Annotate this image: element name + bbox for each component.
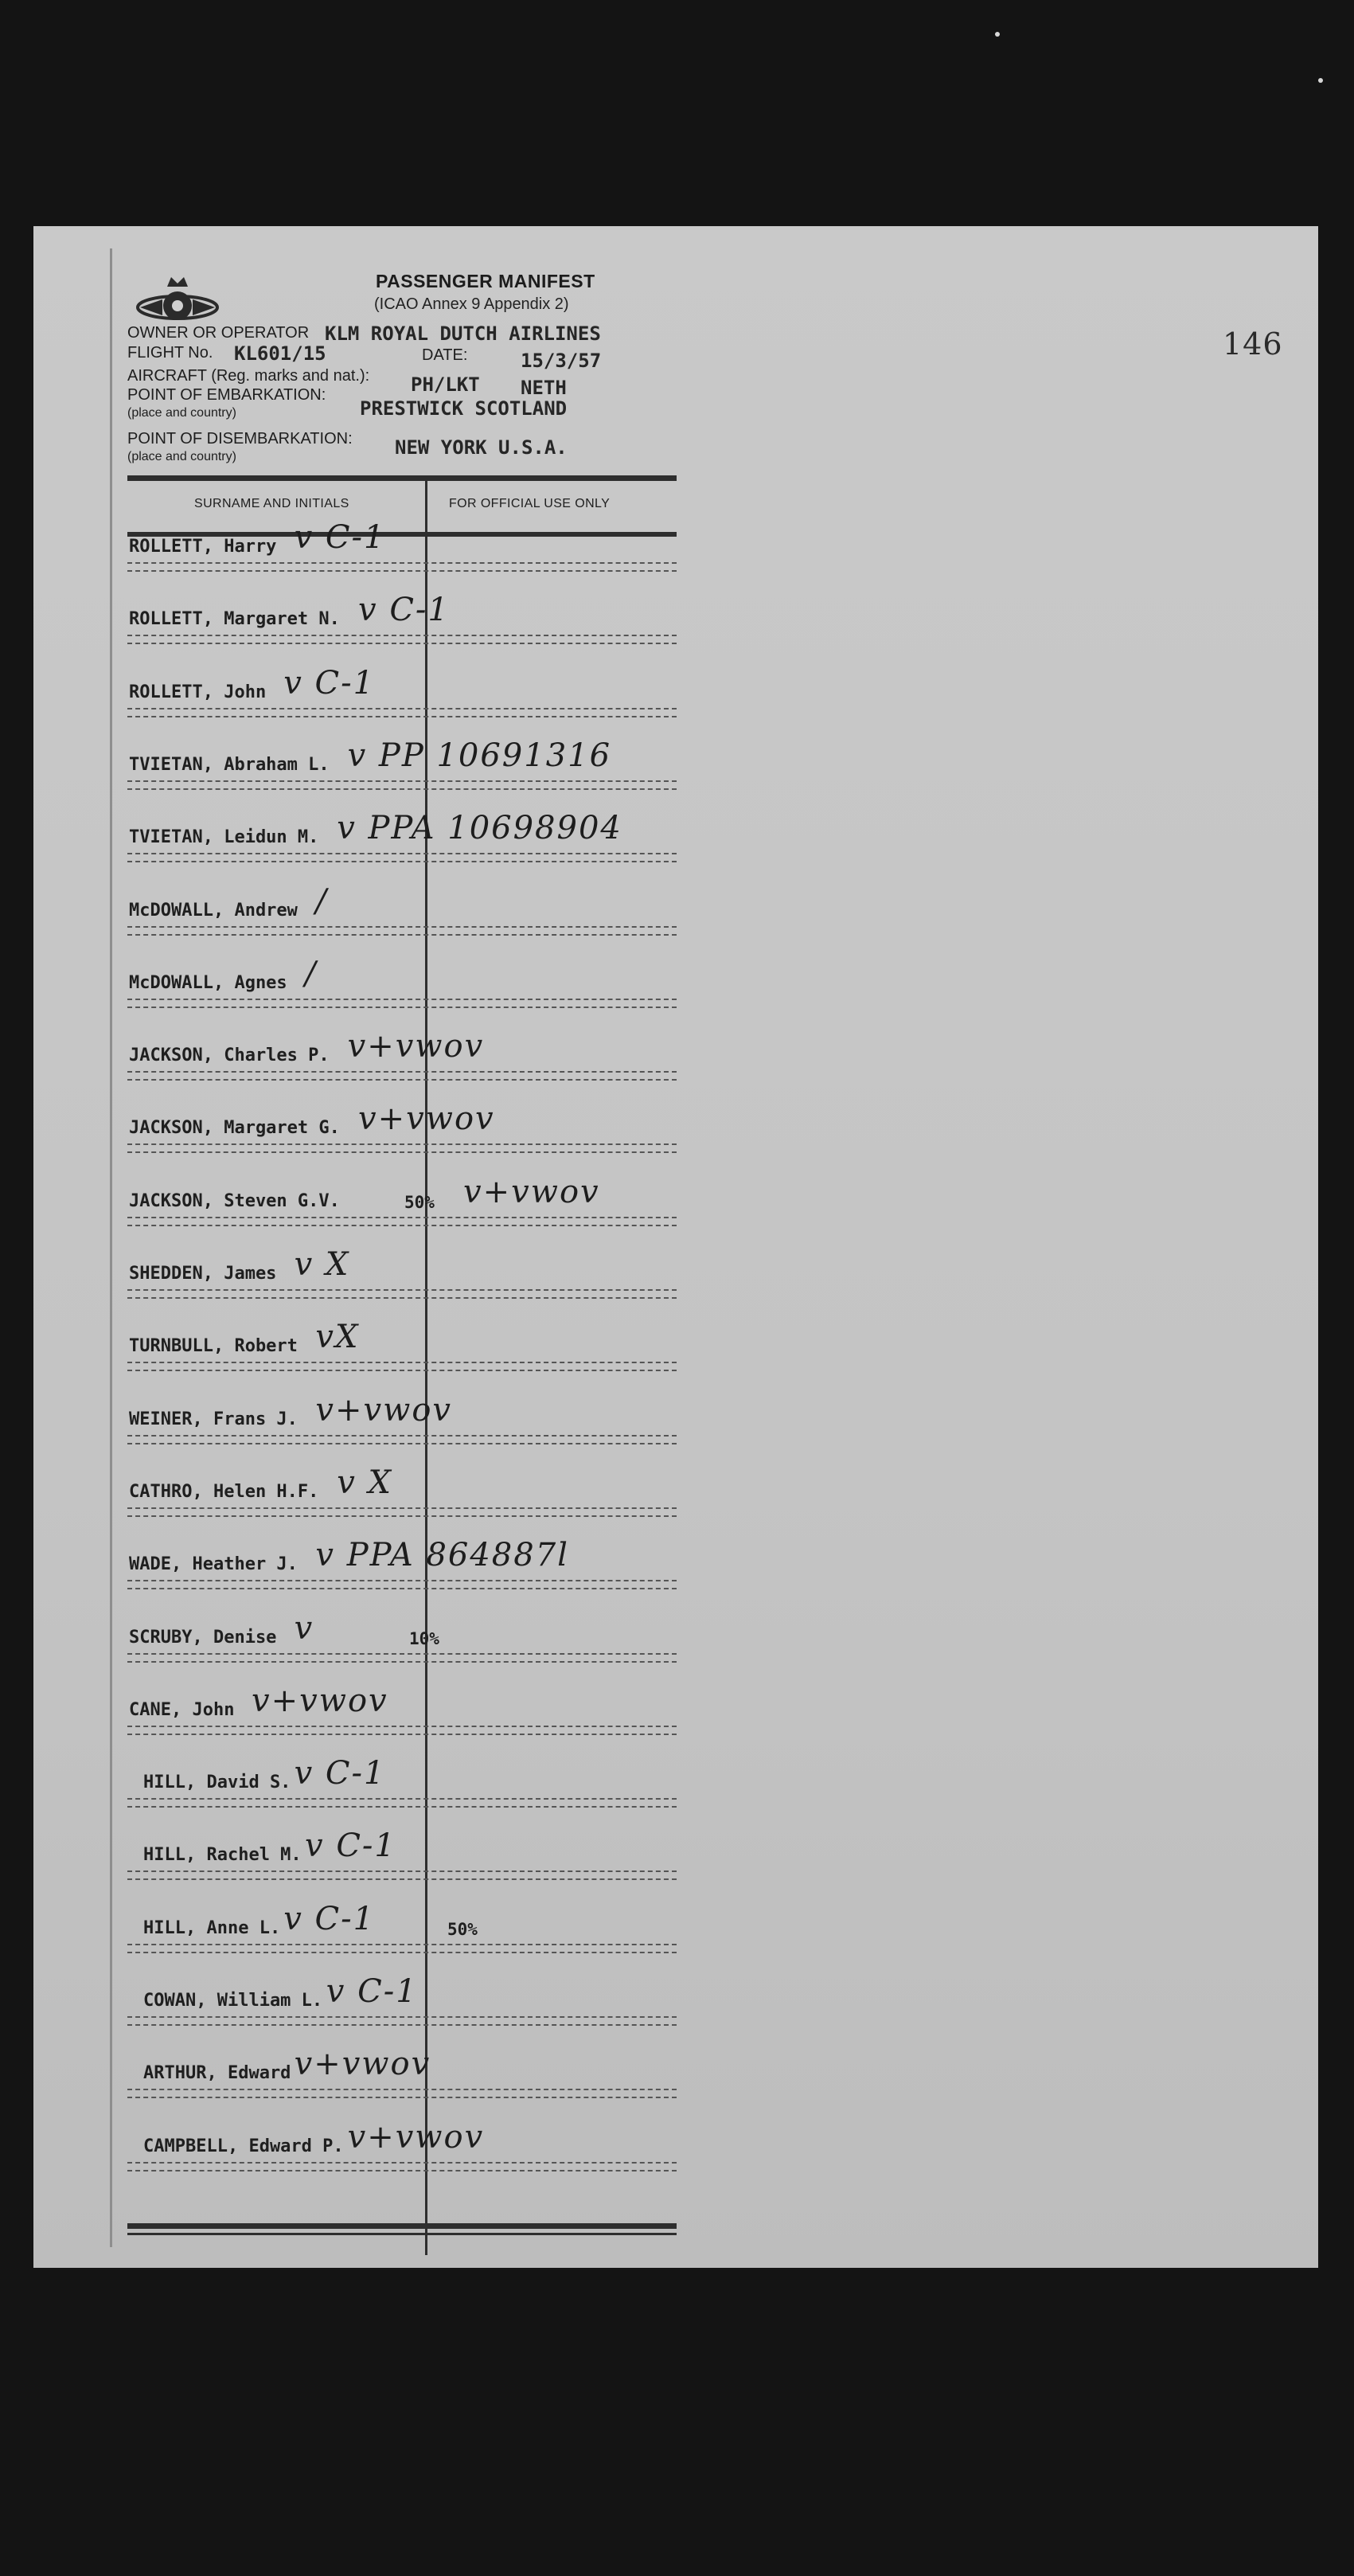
- passenger-name: SCRUBY, Denise: [129, 1627, 277, 1648]
- row-dotted-rule: [127, 1079, 677, 1081]
- embarkation-value: PRESTWICK SCOTLAND: [360, 397, 568, 420]
- row-dotted-rule: [127, 1217, 677, 1218]
- official-annotation: v PP 10691316: [347, 737, 612, 774]
- owner-label: OWNER OR OPERATOR: [127, 324, 310, 342]
- form-subtitle: (ICAO Annex 9 Appendix 2): [374, 295, 569, 313]
- passenger-name: JACKSON, Charles P.: [129, 1046, 330, 1066]
- official-annotation: v: [294, 1609, 314, 1647]
- disembarkation-value: NEW YORK U.S.A.: [395, 436, 568, 459]
- row-dotted-rule: [127, 861, 677, 862]
- bottom-rule: [127, 2223, 677, 2229]
- row-dotted-rule: [127, 2016, 677, 2018]
- row-dotted-rule: [127, 934, 677, 936]
- passenger-name: HILL, David S.: [143, 1773, 291, 1793]
- row-dotted-rule: [127, 1443, 677, 1444]
- row-dotted-rule: [127, 780, 677, 782]
- row-dotted-rule: [127, 1870, 677, 1872]
- bottom-rule-thin: [127, 2233, 677, 2235]
- disembarkation-sublabel: (place and country): [127, 450, 236, 463]
- official-annotation: v PPA 10698904: [337, 810, 622, 847]
- header-rule: [127, 475, 677, 481]
- row-dotted-rule: [127, 2170, 677, 2171]
- passenger-name: HILL, Rachel M.: [143, 1845, 302, 1866]
- passenger-name: HILL, Anne L.: [143, 1917, 281, 1938]
- row-dotted-rule: [127, 1225, 677, 1226]
- official-annotation: v+vwov: [315, 1391, 453, 1429]
- passenger-name: TVIETAN, Abraham L.: [129, 754, 330, 775]
- row-dotted-rule: [127, 1071, 677, 1073]
- aircraft-nat-value: NETH: [521, 377, 567, 399]
- row-dotted-rule: [127, 1580, 677, 1581]
- passenger-name: CAMPBELL, Edward P.: [143, 2136, 344, 2156]
- row-dotted-rule: [127, 1151, 677, 1153]
- passenger-name: ARTHUR, Edward: [143, 2063, 291, 2084]
- speck: [995, 32, 1000, 37]
- passenger-name: McDOWALL, Andrew: [129, 900, 298, 921]
- passenger-name: TURNBULL, Robert: [129, 1336, 298, 1357]
- official-annotation: v+vwov: [358, 1100, 495, 1138]
- official-annotation: v PPA 864887l: [315, 1537, 569, 1574]
- row-dotted-rule: [127, 570, 677, 572]
- official-annotation: v+vwov: [252, 1682, 388, 1719]
- row-dotted-rule: [127, 1944, 677, 1945]
- passenger-name: SHEDDEN, James: [129, 1264, 277, 1284]
- row-dotted-rule: [127, 1661, 677, 1663]
- row-dotted-rule: [127, 999, 677, 1000]
- aircraft-label: AIRCRAFT (Reg. marks and nat.):: [127, 367, 370, 385]
- passenger-name: JACKSON, Margaret G.: [129, 1118, 340, 1139]
- fare-percentage: 50%: [447, 1919, 478, 1939]
- owner-value: KLM ROYAL DUTCH AIRLINES: [325, 322, 601, 345]
- row-dotted-rule: [127, 716, 677, 717]
- passenger-name: ROLLETT, John: [129, 682, 267, 702]
- manifest-page: [33, 226, 1318, 2268]
- row-dotted-rule: [127, 1515, 677, 1517]
- row-dotted-rule: [127, 1734, 677, 1735]
- passenger-name: WEINER, Frans J.: [129, 1409, 298, 1429]
- row-dotted-rule: [127, 1007, 677, 1008]
- disembarkation-label: POINT OF DISEMBARKATION:: [127, 430, 353, 448]
- fare-percentage: 50%: [404, 1192, 435, 1212]
- aircraft-value: PH/LKT: [411, 373, 480, 396]
- official-annotation: v X: [294, 1246, 350, 1283]
- official-annotation: v X: [337, 1464, 392, 1501]
- row-dotted-rule: [127, 1289, 677, 1291]
- row-dotted-rule: [127, 708, 677, 709]
- official-annotation: v C-1: [294, 519, 386, 556]
- passenger-name: COWAN, William L.: [143, 1991, 323, 2011]
- row-dotted-rule: [127, 926, 677, 928]
- surname-column-header: SURNAME AND INITIALS: [194, 497, 349, 510]
- official-annotation: v+vwov: [347, 1028, 485, 1065]
- official-annotation: v C-1: [283, 664, 376, 702]
- row-dotted-rule: [127, 2089, 677, 2090]
- row-dotted-rule: [127, 788, 677, 790]
- row-dotted-rule: [127, 1798, 677, 1800]
- row-dotted-rule: [127, 1370, 677, 1371]
- official-annotation: v C-1: [358, 592, 450, 629]
- embarkation-label: POINT OF EMBARKATION:: [127, 386, 326, 404]
- flight-value: KL601/15: [234, 342, 326, 365]
- date-label: DATE:: [422, 346, 468, 364]
- row-dotted-rule: [127, 2162, 677, 2164]
- passenger-name: TVIETAN, Leidun M.: [129, 827, 319, 848]
- official-annotation: /: [305, 955, 318, 992]
- date-value: 15/3/57: [521, 350, 602, 372]
- passenger-name: WADE, Heather J.: [129, 1554, 298, 1575]
- speck: [1318, 78, 1323, 83]
- official-annotation: v+vwov: [347, 2118, 485, 2156]
- embarkation-sublabel: (place and country): [127, 406, 236, 420]
- row-dotted-rule: [127, 635, 677, 636]
- row-dotted-rule: [127, 1143, 677, 1145]
- row-dotted-rule: [127, 1878, 677, 1880]
- row-dotted-rule: [127, 1952, 677, 1953]
- passenger-name: McDOWALL, Agnes: [129, 972, 287, 993]
- official-annotation: v+vwov: [294, 2046, 431, 2083]
- official-column-header: FOR OFFICIAL USE ONLY: [449, 497, 611, 510]
- row-dotted-rule: [127, 1362, 677, 1363]
- page-number: 146: [1223, 326, 1283, 362]
- row-dotted-rule: [127, 1588, 677, 1589]
- row-dotted-rule: [127, 2024, 677, 2026]
- margin-rule: [110, 248, 112, 2247]
- official-annotation: v C-1: [283, 1900, 376, 1937]
- flight-label: FLIGHT No.: [127, 344, 213, 362]
- passenger-name: CANE, John: [129, 1699, 235, 1720]
- passenger-name: CATHRO, Helen H.F.: [129, 1481, 319, 1502]
- passenger-name: ROLLETT, Margaret N.: [129, 609, 340, 630]
- row-dotted-rule: [127, 1507, 677, 1509]
- passenger-name: JACKSON, Steven G.V.: [129, 1190, 340, 1211]
- fare-percentage: 10%: [409, 1628, 439, 1648]
- row-dotted-rule: [127, 1726, 677, 1727]
- official-annotation: v C-1: [294, 1755, 386, 1792]
- official-annotation: vX: [315, 1319, 360, 1356]
- row-dotted-rule: [127, 2097, 677, 2098]
- row-dotted-rule: [127, 1435, 677, 1437]
- form-title: PASSENGER MANIFEST: [376, 271, 595, 291]
- official-annotation: v+vwov: [463, 1173, 600, 1210]
- row-dotted-rule: [127, 643, 677, 644]
- official-annotation: v C-1: [305, 1827, 396, 1865]
- row-dotted-rule: [127, 1806, 677, 1808]
- row-dotted-rule: [127, 1297, 677, 1299]
- row-dotted-rule: [127, 562, 677, 564]
- passenger-name: ROLLETT, Harry: [129, 537, 277, 557]
- official-annotation: /: [315, 882, 328, 920]
- official-annotation: v C-1: [326, 1973, 418, 2010]
- row-dotted-rule: [127, 1653, 677, 1655]
- row-dotted-rule: [127, 853, 677, 854]
